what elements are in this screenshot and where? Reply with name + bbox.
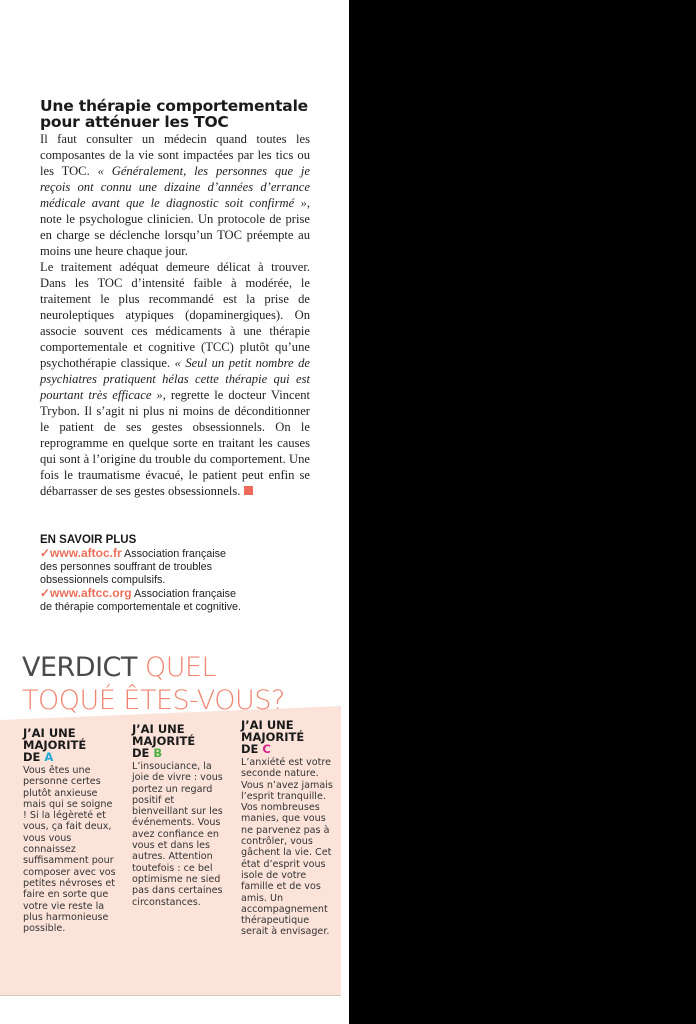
page-gutter: [341, 0, 349, 1024]
savoir-entry-2: [40, 587, 320, 601]
letter-c: C: [262, 742, 271, 756]
verdict-line1: QUEL: [136, 652, 217, 683]
savoir-entry-1-line3: obsessionnels compulsifs.: [40, 574, 166, 586]
p2-quote: « Seul un petit nombre de psychiatres pratiquent hélas cette thérapie qui est pourtant très efficace »: [40, 356, 310, 402]
aftcc-desc: Association française: [131, 588, 237, 600]
headline-line-1: Une thérapie comportementale: [40, 97, 308, 115]
verdict-title: [22, 651, 341, 717]
column-c-head-2: MAJORITÉ: [241, 730, 305, 744]
p1-text-a: Il faut consulter un médecin quand toutes les composantes de la vie sont impactées par les tics ou les TOC.: [40, 132, 310, 178]
p1-quote: « Généralement, les personnes que je reçois ont connu une dizaine d’années d’errance médicale avant que le diagnostic soit confirmé »: [40, 164, 310, 210]
verdict-column-b: [132, 723, 227, 908]
aftoc-link[interactable]: ✓www.aftoc.fr: [40, 546, 122, 560]
column-b-head-2: MAJORITÉ: [132, 734, 196, 748]
p2-text-a: Le traitement adéquat demeure délicat à trouver. Dans les TOC d’intensité faible à modérée, le traitement le plus recommandé est la prise de neuroleptiques atypiques (dopaminergiques). On associe souvent ces médicaments à une thérapie comportementale et cognitive (TCC) plutôt qu’une psychothérapie classique.: [40, 260, 310, 370]
aftoc-desc: Association française: [121, 548, 227, 560]
column-c-text: L’anxiété est votre seconde nature. Vous n’avez jamais l’esprit tranquille. Vos nombreuses manies, que vous ne parvenez pas à contrôler, vous gâchent la vie. Cet état d’esprit vous isole de votre famille et de vos amis. Un accompagnement thérapeutique serait à envisager.: [241, 757, 333, 938]
magazine-page: [0, 0, 341, 1024]
column-c-head-1: J’AI UNE: [241, 718, 294, 732]
letter-a: A: [44, 750, 54, 764]
column-c-heading: [241, 719, 337, 755]
end-mark-square-icon: [244, 486, 253, 495]
column-b-heading: [132, 723, 227, 759]
article: [40, 98, 310, 499]
p2-text-b: , regrette le docteur Vincent Trybon. Il s’agit ni plus ni moins de déconditionner le patient de ses gestes obsessionnels. On le reprogramme en quelque sorte en traitant les causes qui sont à l’origine du trouble du comportement. Une fois le traumatisme évacué, le patient peut enfin se débarrasser de ses gestes obsessionnels.: [40, 388, 310, 498]
column-b-head-3: DE: [132, 746, 154, 760]
column-b-text: L’insouciance, la joie de vivre : vous portez un regard positif et bienveillant sur les événements. Vous avez confiance en vous et dans les autres. Attention toutefois : ce bel optimisme ne sied pas dans certaines circonstances.: [132, 761, 223, 908]
p1-text-b: , note le psychologue clinicien. Un protocole de prise en charge se déclenche lorsqu’un TOC préempte au moins une heure chaque jour.: [40, 196, 310, 258]
column-a-text: Vous êtes une personne certes plutôt anxieuse mais qui se soigne ! Si la légèreté et vous, ça fait deux, vous vous connaissez suffisamment pour composer avec vos petites névroses et faire en sorte que votre vie reste la plus harmonieuse possible.: [23, 765, 116, 935]
savoir-entry-2-line2: de thérapie comportementale et cognitive.: [40, 601, 242, 613]
black-background: [349, 0, 696, 1024]
article-body: [40, 131, 310, 499]
headline-line-2: pour atténuer les TOC: [40, 113, 229, 131]
article-headline: [40, 98, 310, 130]
letter-b: B: [153, 746, 163, 760]
verdict-column-c: [241, 719, 337, 938]
en-savoir-plus: [40, 533, 320, 614]
paragraph-1: [40, 131, 310, 259]
column-b-head-1: J’AI UNE: [132, 722, 185, 736]
verdict-line2: TOQUÉ ÊTES-VOUS?: [22, 685, 285, 716]
column-a-head-2: MAJORITÉ: [23, 738, 87, 752]
column-a-heading: [23, 727, 119, 763]
verdict-word: VERDICT: [22, 652, 137, 683]
column-a-head-1: J’AI UNE: [23, 726, 76, 740]
bottom-rule: [0, 995, 341, 996]
verdict-column-a: [23, 727, 119, 934]
column-a-head-3: DE: [23, 750, 45, 764]
aftcc-link[interactable]: ✓www.aftcc.org: [40, 586, 132, 600]
savoir-entry-1-line2: des personnes souffrant de troubles: [40, 561, 213, 573]
savoir-entry-1: [40, 547, 320, 561]
paragraph-2: [40, 259, 310, 499]
savoir-title: EN SAVOIR PLUS: [40, 534, 137, 546]
column-c-head-3: DE: [241, 742, 263, 756]
